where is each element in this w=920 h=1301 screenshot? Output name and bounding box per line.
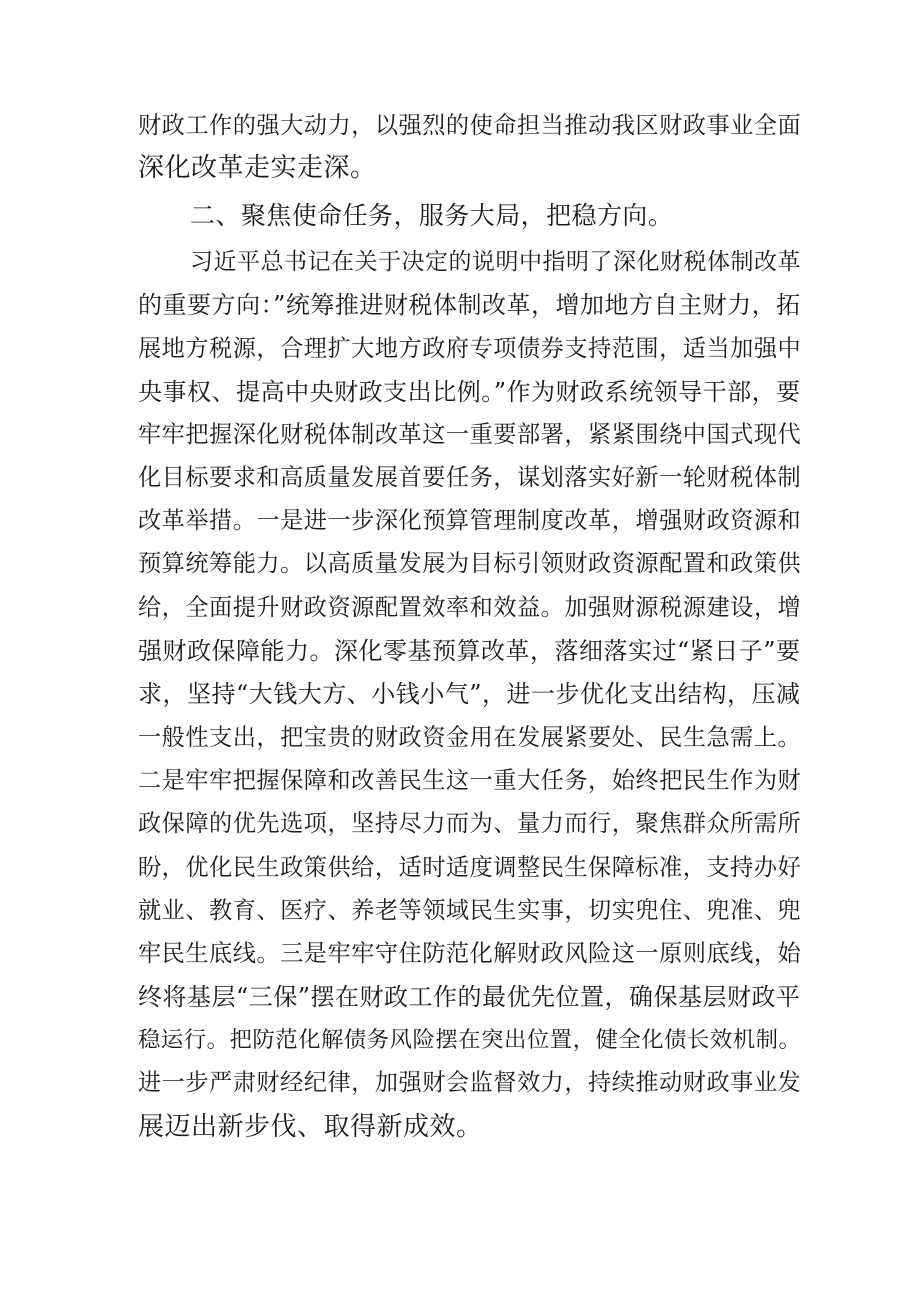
text-line: 展迈出新步伐、取得新成效。 <box>138 1112 483 1142</box>
text-line: 深化改革走实走深。 <box>138 153 377 183</box>
text-line: 求，坚持“大钱大方、小钱小气”，进一步优化支出结构，压减 <box>138 680 801 708</box>
text-line: 二是牢牢把握保障和改善民生这一重大任务，始终把民生作为财 <box>138 767 802 794</box>
text-line: 财政工作的强大动力，以强烈的使命担当推动我区财政事业全面 <box>138 112 802 139</box>
text-line: 央事权、提高中央财政支出比例。”作为财政系统领导干部，要 <box>138 378 801 406</box>
text-line: 的重要方向：”统筹推进财税体制改革，增加地方自主财力，拓 <box>138 291 801 319</box>
section-heading: 二、聚焦使命任务，服务大局，把稳方向。 <box>190 201 674 230</box>
text-line: 化目标要求和高质量发展首要任务，谋划落实好新一轮财税体制 <box>138 464 802 491</box>
text-line: 强财政保障能力。深化零基预算改革，落细落实过“紧日子”要 <box>138 637 801 665</box>
text-line: 终将基层“三保”摆在财政工作的最优先位置，确保基层财政平 <box>138 983 801 1011</box>
text-line: 预算统筹能力。以高质量发展为目标引领财政资源配置和政策供 <box>138 550 802 577</box>
text-line: 牢牢把握深化财税体制改革这一重要部署，紧紧围绕中国式现代 <box>138 421 802 448</box>
text-line: 政保障的优先选项，坚持尽力而为、量力而行，聚焦群众所需所 <box>138 810 802 837</box>
text-line: 给，全面提升财政资源配置效率和效益。加强财源税源建设，增 <box>138 594 802 621</box>
text-line: 进一步严肃财经纪律，加强财会监督效力，持续推动财政事业发 <box>138 1069 802 1096</box>
text-line: 展地方税源，合理扩大地方政府专项债券支持范围，适当加强中 <box>138 335 802 362</box>
text-line: 盼，优化民生政策供给，适时适度调整民生保障标准，支持办好 <box>138 854 802 881</box>
text-line: 改革举措。一是进一步深化预算管理制度改革，增强财政资源和 <box>138 507 802 534</box>
text-line: 牢民生底线。三是牢牢守住防范化解财政风险这一原则底线，始 <box>138 940 802 967</box>
text-line: 习近平总书记在关于决定的说明中指明了深化财税体制改革 <box>190 249 801 275</box>
text-line: 一般性支出，把宝贵的财政资金用在发展紧要处、民生急需上。 <box>138 724 802 751</box>
text-line: 稳运行。把防范化解债务风险摆在突出位置，健全化债长效机制。 <box>138 1027 802 1053</box>
text-line: 就业、教育、医疗、养老等领域民生实事，切实兜住、兜准、兜 <box>138 897 802 924</box>
